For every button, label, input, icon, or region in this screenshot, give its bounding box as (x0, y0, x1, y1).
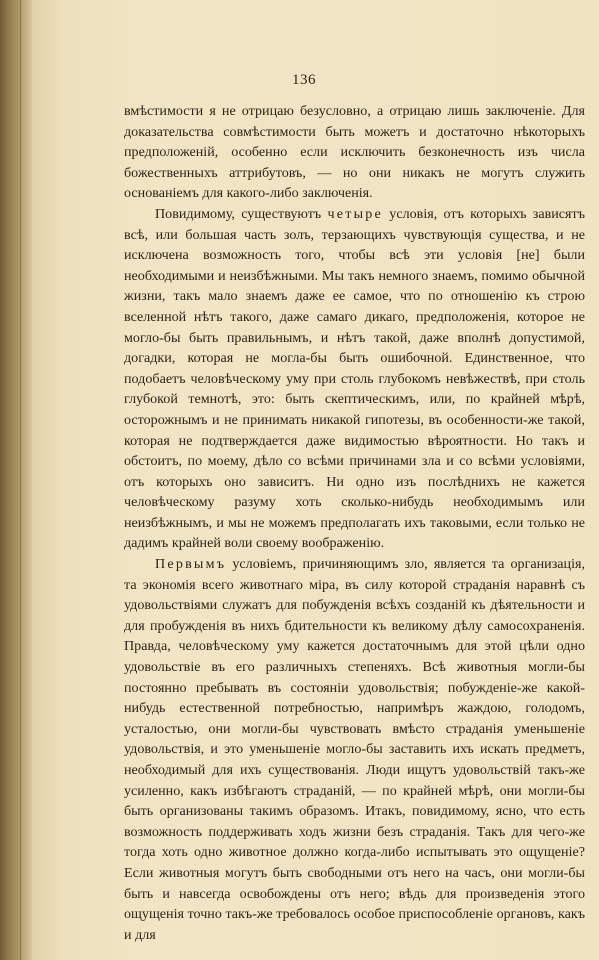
paragraph (124, 554, 585, 945)
paragraph (124, 101, 585, 204)
page-number: 136 (292, 72, 316, 88)
book-binding (0, 0, 34, 960)
paragraph (124, 204, 585, 554)
page-text (124, 101, 585, 945)
paragraph-text: Повидимому, существуютъ (155, 205, 328, 222)
paragraph-text: вмѣстимости я не отрицаю безусловно, а отрицаю лишь заключенiе. Для доказательства совмѣстимости быть можетъ и достаточно нѣкоторыхъ предположенiй, особенно если исключить безконечность изъ числа божественныхъ аттрибутовъ, — но они никакъ не могутъ служить основанiемъ для какого-либо заключенiя. (124, 103, 585, 202)
paragraph-text: условiемъ, причиняющимъ зло, является та организацiя, та экономiя всего животнаго мiра, въ силу которой страданiя наравнѣ съ удовольствiями служатъ для побужденiя всѣхъ созданiй къ дѣятельности и для пробужденiя въ нихъ бдительности къ великому дѣлу самосохраненiя. Правда, человѣческому уму кажется достаточнымъ для этой цѣли одно удовольствiе въ его различныхъ степеняхъ. Всѣ животныя могли-бы постоянно пребывать въ состоянiи удовольствiя; побужденiе-же какой-нибудь естественной потребностью, напримѣръ жаждою, голодомъ, усталостью, они могли-бы чувствовать вмѣсто страданiя уменьшенiе удовольствiя, и это уменьшенiе могло-бы заставить ихъ искать предметъ, необходимый для ихъ существованiя. Люди ищутъ удовольствiй такъ-же усиленно, какъ избѣгаютъ страданiй, — по крайней мѣрѣ, они могли-бы быть организованы такимъ образомъ. Итакъ, повидимому, ясно, что есть возможность поддерживать ходъ жизни безъ страданiя. Такъ для чего-же тогда хоть одно животное должно когда-либо испытывать это ощущенiе? Если животныя могутъ быть свободными отъ него на часъ, они могли-бы быть и навсегда освобождены отъ него; вѣдь для произведенiя этого ощущенiя точно такъ-же требовалось особое приспособленiе органовъ, какъ и для (124, 556, 585, 943)
paragraph-text: условiя, отъ которыхъ зависятъ всѣ, или большая часть золъ, терзающихъ чувствующiя существа, и не исключена возможность того, чтобы всѣ эти условiя [не] были необходимыми и неизбѣжными. Мы такъ немного знаемъ, помимо обычной жизни, такъ мало знаемъ даже ее самое, что по отношенiю къ строю вселенной нѣтъ такого, даже самаго дикаго, предположенiя, которое не могло-бы быть правильнымъ, и нѣтъ такой, даже вполнѣ допустимой, догадки, которая не могла-бы быть ошибочной. Единственное, что подобаетъ человѣческому уму при столь глубокомъ невѣжествѣ, при столь глубокой темнотѣ, это: быть скептическимъ, или, по крайней мѣрѣ, осторожнымъ и не принимать никакой гипотезы, въ особенности-же такой, которая не подтверждается даже видимостью вѣроятности. Но такъ и обстоитъ, по моему, дѣло со всѣми причинами зла и со всѣми условiями, отъ которыхъ оно зависитъ. Ни одно изъ послѣднихъ не кажется человѣческому разуму хоть сколько-нибудь необходимымъ или неизбѣжнымъ, и мы не можемъ предполагать ихъ таковыми, если только не дадимъ крайней воли своему воображенiю. (124, 205, 585, 552)
spaced-emphasis: Первымъ (155, 556, 227, 573)
spaced-emphasis: четыре (327, 205, 383, 222)
binding-edge (20, 0, 21, 960)
